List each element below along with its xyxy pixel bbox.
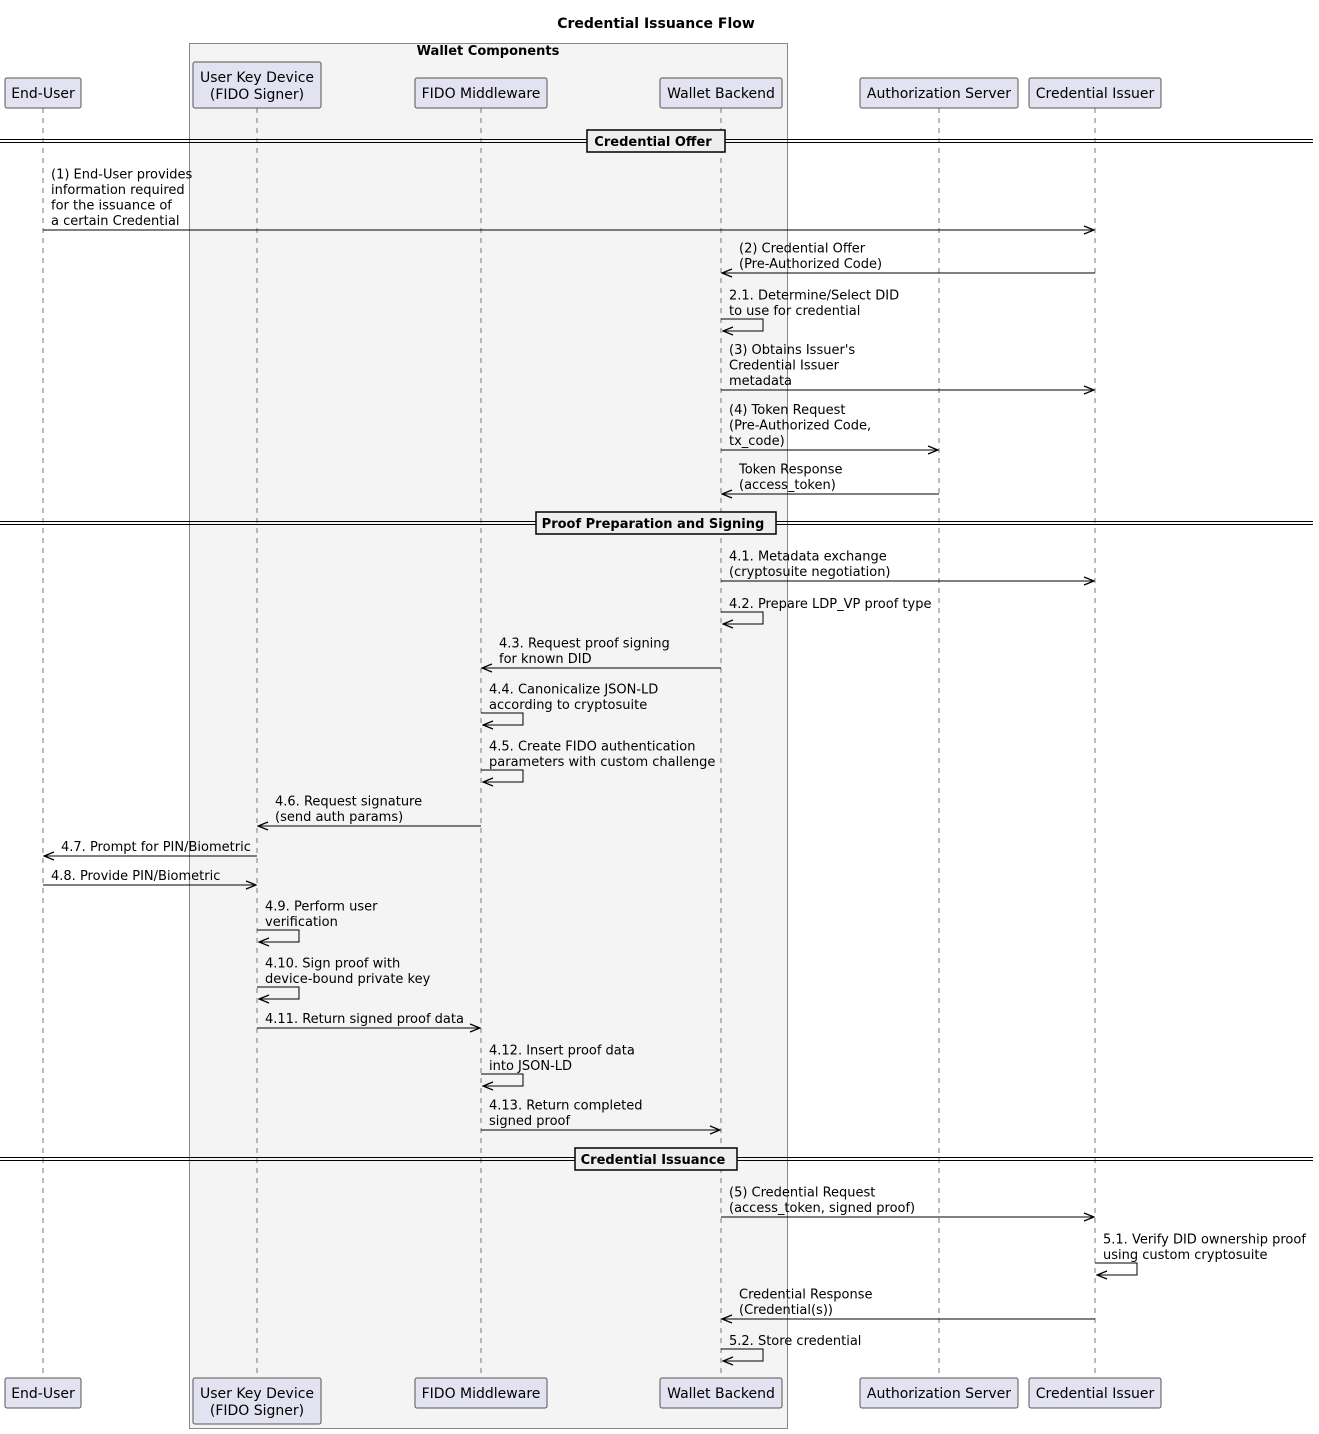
message-label: 4.3. Request proof signing for known DID — [499, 636, 670, 667]
participant-wallet-bottom-label: Wallet Backend — [667, 1386, 775, 1402]
message-6 — [722, 463, 939, 495]
participant-as-bottom-label: Authorization Server — [866, 1386, 1012, 1402]
participant-mw-top-label: FIDO Middleware — [421, 86, 541, 102]
wallet-components-group — [190, 44, 788, 1429]
separator-label: Credential Offer — [594, 135, 712, 150]
message-label: 4.6. Request signature (send auth params) — [275, 794, 423, 825]
participant-device-bottom-label: User Key Device (FIDO Signer) — [199, 1386, 315, 1419]
participant-as-top-label: Authorization Server — [866, 86, 1012, 102]
participant-ci-bottom-label: Credential Issuer — [1035, 1386, 1155, 1402]
message-label: Credential Response (Credential(s)) — [739, 1287, 873, 1318]
message-label: (5) Credential Request (access_token, signed proof) — [729, 1185, 916, 1216]
message-20 — [721, 1186, 1094, 1218]
message-label: 4.13. Return completed signed proof — [489, 1098, 643, 1129]
diagram-title: Credential Issuance Flow — [557, 16, 755, 32]
message-label: (4) Token Request (Pre-Authorized Code, tx_code) — [729, 403, 872, 449]
message-label: 4.11. Return signed proof data — [265, 1012, 464, 1027]
message-label: 4.5. Create FIDO authentication parameters with custom challenge — [489, 739, 716, 770]
participant-device-top-label: User Key Device (FIDO Signer) — [199, 70, 315, 103]
separator-label: Credential Issuance — [580, 1153, 726, 1168]
message-label: Token Response (access_token) — [739, 462, 843, 493]
message-2 — [722, 242, 1095, 274]
message-label: (2) Credential Offer (Pre-Authorized Code) — [739, 241, 883, 272]
participant-mw-bottom-label: FIDO Middleware — [421, 1386, 541, 1402]
message-label: 4.12. Insert proof data into JSON-LD — [489, 1043, 635, 1074]
participant-user-top-label: End-User — [11, 86, 75, 102]
separator-label: Proof Preparation and Signing — [541, 517, 765, 532]
message-label: 4.7. Prompt for PIN/Biometric — [61, 840, 251, 855]
group-label: Wallet Components — [416, 44, 560, 59]
self-message-arrow — [1095, 1263, 1137, 1275]
message-21 — [1095, 1233, 1306, 1276]
message-label: (3) Obtains Issuer's Credential Issuer metadata — [729, 343, 856, 389]
message-label: 4.9. Perform user verification — [265, 899, 378, 930]
message-label: 4.1. Metadata exchange (cryptosuite negotiation) — [729, 549, 891, 580]
participant-wallet-top-label: Wallet Backend — [667, 86, 775, 102]
message-label: 4.8. Provide PIN/Biometric — [51, 869, 221, 884]
message-label: 2.1. Determine/Select DID to use for credential — [729, 288, 900, 319]
message-7 — [721, 550, 1094, 582]
message-label: 4.10. Sign proof with device-bound private key — [265, 956, 431, 987]
message-label: 5.2. Store credential — [729, 1334, 862, 1349]
message-4 — [721, 343, 1094, 390]
message-17 — [257, 1012, 480, 1028]
message-22 — [722, 1288, 1095, 1320]
message-5 — [721, 403, 938, 450]
participant-user-bottom-label: End-User — [11, 1386, 75, 1402]
message-label: 4.2. Prepare LDP_VP proof type — [729, 597, 932, 612]
participant-ci-top-label: Credential Issuer — [1035, 86, 1155, 102]
message-13 — [44, 840, 257, 856]
message-label: 4.4. Canonicalize JSON-LD according to cryptosuite — [489, 682, 659, 713]
message-label: 5.1. Verify DID ownership proof using custom cryptosuite — [1103, 1232, 1306, 1263]
message-label: (1) End-User provides information required for the issuance of a certain Credential — [51, 167, 193, 229]
